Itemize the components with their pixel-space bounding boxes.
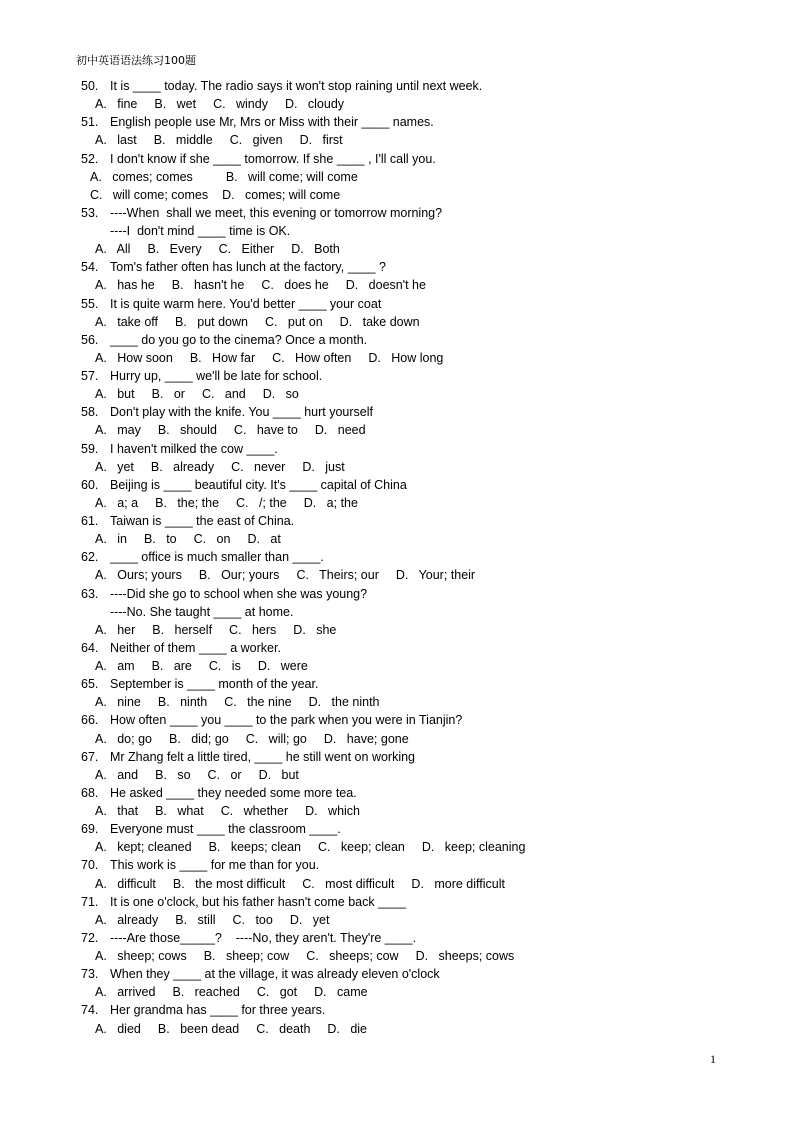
answer-option: D. first	[299, 133, 343, 148]
question-stem	[0, 476, 794, 494]
answer-option: B. middle	[153, 133, 213, 148]
answer-options	[0, 421, 794, 439]
answer-options	[0, 621, 794, 639]
answer-option: C. have to	[233, 423, 298, 438]
question-text: When they ____ at the village, it was already eleven o'clock	[110, 967, 440, 982]
question-number: 59.	[81, 441, 99, 456]
answer-option: C. sheeps; cow	[306, 949, 399, 963]
answer-option: A. nine	[95, 695, 141, 710]
answer-options	[0, 911, 794, 929]
question-text: Mr Zhang felt a little tired, ____ he still went on working	[110, 749, 416, 764]
question-stem	[0, 893, 794, 911]
question-number: 56.	[81, 332, 99, 347]
page-header-title: 初中英语语法练习100题	[76, 54, 196, 67]
question-text: It is ____ today. The radio says it won't stop raining until next week.	[110, 79, 483, 93]
answer-option: A. Ours; yours	[95, 568, 182, 583]
answer-options	[0, 875, 794, 893]
question-stem	[0, 331, 794, 349]
question-number: 67.	[81, 749, 99, 764]
answer-option: D. die	[327, 1021, 368, 1036]
question-stem	[0, 820, 794, 838]
page-number: 1	[710, 1052, 716, 1066]
answer-option: B. How far	[189, 350, 256, 365]
answer-option: B. Every	[147, 242, 202, 257]
answer-option: B. the; the	[155, 495, 220, 510]
question-number: 73.	[81, 967, 99, 982]
answer-option: A. may	[95, 423, 141, 438]
answer-options	[0, 530, 794, 548]
answer-options	[0, 349, 794, 367]
question-text: He asked ____ they needed some more tea.	[110, 785, 357, 800]
question-number: 66.	[81, 713, 99, 728]
question-stem	[0, 585, 794, 603]
question-number: 70.	[81, 858, 99, 873]
answer-option: C. will; go	[245, 731, 307, 746]
question-number: 65.	[81, 677, 99, 692]
answer-option: D. cloudy	[284, 97, 345, 112]
question-number: 64.	[81, 640, 99, 655]
answer-option: C. hers	[229, 622, 277, 637]
answer-option: D. at	[247, 532, 281, 547]
answer-options	[0, 168, 794, 186]
answer-option: C. death	[256, 1021, 311, 1036]
answer-option: C. got	[256, 985, 298, 1000]
answer-options	[0, 313, 794, 331]
question-number: 71.	[81, 894, 99, 909]
question-text: Everyone must ____ the classroom ____.	[110, 822, 341, 837]
question-text: September is ____ month of the year.	[110, 677, 319, 692]
answer-option: C. given	[229, 133, 283, 148]
answer-option: C. put on	[264, 314, 323, 329]
answer-option: B. keeps; clean	[208, 840, 302, 855]
question-stem	[0, 1001, 794, 1019]
answer-option: B. wet	[154, 97, 197, 112]
question-stem	[0, 711, 794, 729]
answer-option: D. came	[314, 985, 368, 1000]
question-stem	[0, 929, 794, 947]
answer-option: D. take down	[339, 314, 420, 329]
question-stem	[0, 150, 794, 168]
answer-option: C. keep; clean	[318, 840, 405, 855]
answer-option: C. Either	[218, 242, 275, 257]
question-text: How often ____ you ____ to the park when you were in Tianjin?	[110, 713, 463, 728]
question-stem	[0, 548, 794, 566]
answer-option: B. should	[157, 423, 217, 438]
answer-options	[0, 983, 794, 1001]
answer-option: B. sheep; cow	[203, 949, 290, 963]
answer-option: C. windy	[213, 97, 268, 112]
answer-options	[0, 494, 794, 512]
question-text: ----Did she go to school when she was young?	[110, 586, 368, 601]
answer-option: D. doesn't he	[345, 278, 426, 293]
answer-option: C. will come; comes	[90, 187, 209, 202]
answer-option: A. sheep; cows	[95, 949, 187, 963]
answer-options	[0, 240, 794, 258]
answer-option: B. Our; yours	[198, 568, 280, 583]
answer-option: C. How often	[272, 350, 352, 365]
answer-option: A. do; go	[95, 731, 152, 746]
answer-option: A. yet	[95, 459, 134, 474]
answer-option: B. reached	[172, 985, 240, 1000]
answer-option: D. which	[305, 804, 361, 818]
answer-option: D. she	[293, 622, 337, 637]
answer-option: B. are	[151, 659, 192, 673]
question-text: ----Are those_____? ----No, they aren't. They're ____.	[110, 930, 417, 945]
question-text: ____ do you go to the cinema? Once a month.	[110, 332, 368, 347]
answer-options	[0, 1020, 794, 1038]
question-text: It is quite warm here. You'd better ____ your coat	[110, 296, 382, 311]
question-continuation: ----I don't mind ____ time is OK.	[110, 224, 291, 238]
question-number: 53.	[81, 205, 99, 220]
answer-options	[0, 802, 794, 820]
answer-option: A. kept; cleaned	[95, 840, 192, 855]
question-number: 55.	[81, 296, 99, 311]
question-number: 63.	[81, 586, 99, 601]
question-stem	[0, 77, 794, 95]
question-stem	[0, 856, 794, 874]
question-stem	[0, 367, 794, 385]
answer-option: D. sheeps; cows	[415, 949, 515, 963]
question-text: ----When shall we meet, this evening or tomorrow morning?	[110, 205, 443, 220]
answer-option: D. need	[314, 423, 366, 438]
answer-option: A. a; a	[95, 495, 139, 510]
answer-option: A. her	[95, 622, 136, 637]
question-text: ____ office is much smaller than ____.	[110, 550, 324, 565]
question-text: This work is ____ for me than for you.	[110, 858, 320, 873]
answer-option: D. the ninth	[308, 695, 380, 710]
question-stem	[0, 295, 794, 313]
answer-option: D. a; the	[303, 495, 358, 510]
question-text: Don't play with the knife. You ____ hurt yourself	[110, 405, 373, 420]
answer-option: D. but	[258, 767, 299, 782]
answer-option: B. the most difficult	[172, 876, 286, 891]
answer-option: A. died	[95, 1021, 141, 1036]
question-text: Taiwan is ____ the east of China.	[110, 514, 295, 528]
answer-option: B. did; go	[168, 731, 229, 746]
question-text: Tom's father often has lunch at the factory, ____ ?	[110, 260, 386, 275]
question-number: 74.	[81, 1003, 99, 1018]
answer-options	[0, 566, 794, 584]
question-text: Beijing is ____ beautiful city. It's ____ capital of China	[110, 477, 407, 492]
answer-option: A. last	[95, 133, 137, 148]
question-number: 51.	[81, 115, 99, 130]
question-text: Hurry up, ____ we'll be late for school.	[110, 369, 323, 383]
answer-option: D. more difficult	[411, 876, 505, 891]
question-stem	[0, 748, 794, 766]
answer-option: B. put down	[175, 314, 248, 329]
question-text: I haven't milked the cow ____.	[110, 441, 278, 456]
question-continuation: ----No. She taught ____ at home.	[110, 604, 294, 619]
answer-option: A. fine	[95, 97, 138, 112]
answer-options	[0, 947, 794, 965]
answer-option: C. the nine	[224, 695, 292, 710]
answer-option: D. Both	[291, 242, 340, 257]
answer-option: A. All	[95, 242, 131, 257]
answer-option: C. too	[232, 912, 273, 927]
answer-options	[0, 693, 794, 711]
answer-option: B. hasn't he	[171, 278, 245, 293]
answer-option: C. Theirs; our	[296, 568, 379, 583]
answer-option: A. arrived	[95, 985, 156, 1000]
question-stem	[0, 204, 794, 222]
answer-option: B. already	[150, 459, 215, 474]
answer-option: B. so	[155, 767, 191, 782]
answer-option: A. and	[95, 767, 139, 782]
question-list	[0, 77, 794, 1038]
answer-option: A. already	[95, 912, 159, 927]
answer-option: C. does he	[261, 278, 329, 293]
answer-option: B. herself	[152, 622, 213, 637]
answer-options	[0, 730, 794, 748]
question-stem	[0, 512, 794, 530]
answer-option: A. comes; comes	[90, 169, 193, 184]
answer-option: B. ninth	[157, 695, 208, 710]
question-stem	[0, 258, 794, 276]
answer-option: A. How soon	[95, 350, 173, 365]
answer-option: D. were	[257, 659, 308, 673]
answer-option: C. or	[207, 767, 242, 782]
answer-option: D. so	[262, 387, 299, 402]
question-number: 61.	[81, 514, 99, 528]
question-number: 54.	[81, 260, 99, 275]
answer-option: A. take off	[95, 314, 159, 329]
answer-option: A. in	[95, 532, 127, 547]
answer-option: D. have; gone	[323, 731, 409, 746]
answer-option: D. yet	[289, 912, 330, 927]
question-number: 52.	[81, 151, 99, 166]
answer-options	[0, 131, 794, 149]
question-text: I don't know if she ____ tomorrow. If she ____ , I'll call you.	[110, 151, 436, 166]
answer-options	[0, 276, 794, 294]
answer-option: C. on	[193, 532, 231, 547]
answer-option: C. whether	[220, 804, 289, 818]
answer-options	[0, 95, 794, 113]
answer-options	[0, 838, 794, 856]
question-number: 69.	[81, 822, 99, 837]
question-stem	[0, 784, 794, 802]
question-number: 62.	[81, 550, 99, 565]
answer-option: D. keep; cleaning	[421, 840, 526, 855]
question-number: 68.	[81, 785, 99, 800]
question-number: 58.	[81, 405, 99, 420]
question-stem	[0, 440, 794, 458]
answer-option: C. most difficult	[302, 876, 395, 891]
answer-option: C. and	[201, 387, 246, 402]
answer-options	[0, 186, 794, 204]
question-text: Neither of them ____ a worker.	[110, 640, 281, 655]
answer-option: B. will come; will come	[225, 169, 358, 184]
answer-options	[0, 657, 794, 675]
question-text: It is one o'clock, but his father hasn't come back ____	[110, 894, 406, 909]
answer-option: A. am	[95, 659, 135, 673]
answer-option: D. just	[302, 459, 345, 474]
answer-option: B. or	[151, 387, 185, 402]
question-number: 60.	[81, 477, 99, 492]
answer-options	[0, 385, 794, 403]
question-stem	[0, 965, 794, 983]
answer-option: B. to	[143, 532, 177, 547]
answer-option: B. been dead	[157, 1021, 240, 1036]
answer-option: A. but	[95, 387, 135, 402]
answer-option: D. Your; their	[395, 568, 476, 583]
answer-options	[0, 458, 794, 476]
answer-option: D. How long	[368, 350, 444, 365]
question-number: 57.	[81, 369, 99, 383]
answer-option: C. is	[208, 659, 241, 673]
question-text: Her grandma has ____ for three years.	[110, 1003, 326, 1018]
answer-option: A. difficult	[95, 876, 156, 891]
answer-option: B. what	[155, 804, 204, 818]
answer-option: A. that	[95, 804, 139, 818]
question-number: 72.	[81, 930, 99, 945]
question-number: 50.	[81, 79, 99, 93]
question-stem	[0, 403, 794, 421]
question-stem	[0, 639, 794, 657]
question-stem	[0, 113, 794, 131]
question-stem	[0, 675, 794, 693]
answer-option: C. /; the	[236, 495, 287, 510]
answer-options	[0, 766, 794, 784]
answer-option: B. still	[175, 912, 216, 927]
answer-option: D. comes; will come	[222, 187, 341, 202]
answer-option: A. has he	[95, 278, 155, 293]
question-text: English people use Mr, Mrs or Miss with their ____ names.	[110, 115, 434, 130]
answer-option: C. never	[231, 459, 286, 474]
